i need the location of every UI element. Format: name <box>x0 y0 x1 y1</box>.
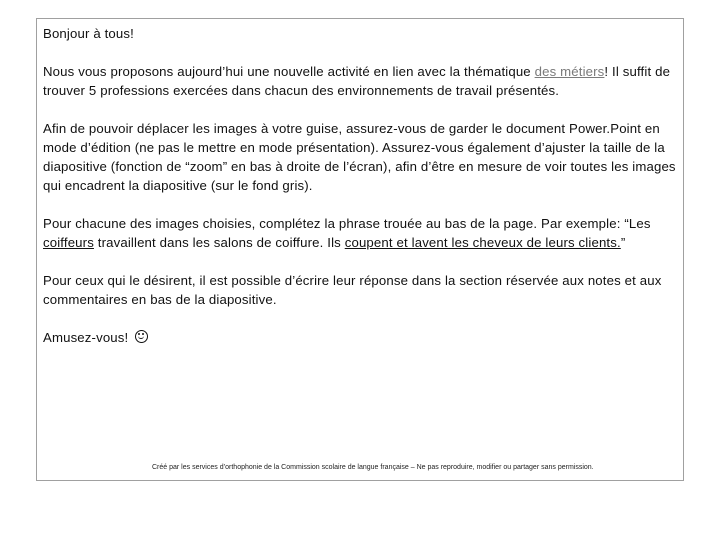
theme-link[interactable]: des métiers <box>534 64 605 79</box>
paragraph-example <box>43 214 679 252</box>
paragraph-notes: Pour ceux qui le désirent, il est possible d’écrire leur réponse dans la section réservée aux notes et aux commentaires en bas de la diapositive. <box>43 273 662 307</box>
intro-text: Nous vous proposons aujourd’hui une nouvelle activité en lien avec la thématique <box>43 64 535 79</box>
slide-content <box>43 24 679 366</box>
example-middle: travaillent dans les salons de coiffure. Ils <box>93 235 345 250</box>
slide-frame <box>36 18 684 481</box>
smiley-icon <box>135 330 148 343</box>
example-intro: Pour chacune des images choisies, complétez la phrase trouée au bas de la page. Par exemple: “Les <box>43 216 651 231</box>
paragraph-instructions: Afin de pouvoir déplacer les images à votre guise, assurez-vous de garder le document Power.Point en mode d’édition (ne pas le mettre en mode présentation). Assurez-vous également d’ajuster la taille de la diapositive (fonction de “zoom” en bas à droite de l’écran), afin d’être en mesure de voir toutes les images qui encadrent la diapositive (sur le fond gris). <box>43 121 676 193</box>
intro-text-end: ! Il suffit de trouver 5 professions exercées dans chacun des environnements de travail présentés. <box>43 64 671 98</box>
copyright-footer: Créé par les services d’orthophonie de la Commission scolaire de langue française – Ne pas reproduire, modifier ou partager sans permission. <box>152 464 594 471</box>
closing-text: Amusez-vous! <box>43 330 129 345</box>
greeting: Bonjour à tous! <box>43 26 134 41</box>
example-end: ” <box>620 235 626 250</box>
example-profession: coiffeurs <box>43 235 94 250</box>
paragraph-intro <box>43 62 679 100</box>
closing-line <box>43 328 679 347</box>
example-task: coupent et lavent les cheveux de leurs clients. <box>344 235 621 250</box>
